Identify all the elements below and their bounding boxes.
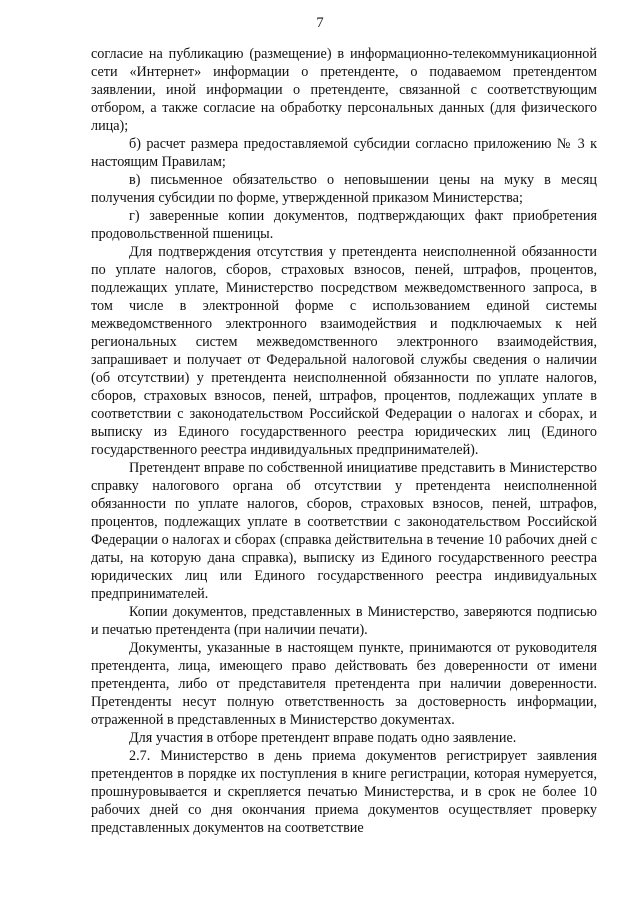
paragraph-copies-certified: Копии документов, представленных в Министерство, заверяются подписью и печатью претендента (при наличии печати). [91, 604, 597, 638]
paragraph-consent-continuation: согласие на публикацию (размещение) в информационно-телекоммуникационной сети «Интернет» информации о претенденте, о подаваемом претендентом заявлении, иной информации о претенденте, связанной с соответствующим отбором, а также согласие на обработку персональных данных (для физического лица); [91, 46, 597, 134]
paragraph-item-g: г) заверенные копии документов, подтверждающих факт приобретения продовольственной пшеницы. [91, 208, 597, 242]
paragraph-documents-accepted: Документы, указанные в настоящем пункте, принимаются от руководителя претендента, лица, имеющего право действовать без доверенности от имени претендента, либо от представителя претендента при наличии доверенности. Претенденты несут полную ответственность за достоверность информации, отраженной в представленных в Министерство документах. [91, 640, 597, 728]
paragraph-item-v: в) письменное обязательство о неповышении цены на муку в месяц получения субсидии по форме, утвержденной приказом Министерства; [91, 172, 597, 206]
paragraph-section-2-7: 2.7. Министерство в день приема документов регистрирует заявления претендентов в порядке их поступления в книге регистрации, которая нумеруется, прошнуровывается и скрепляется печатью Министерства, и в срок не более 10 рабочих дней со дня окончания приема документов осуществляет проверку представленных документов на соответствие [91, 748, 597, 836]
paragraph-one-application: Для участия в отборе претендент вправе подать одно заявление. [129, 730, 517, 746]
paragraph-own-initiative: Претендент вправе по собственной инициативе представить в Министерство справку налогового органа об отсутствии у претендента неисполненной обязанности по уплате налогов, сборов, страховых взносов, пеней, штрафов, процентов, подлежащих уплате в соответствии с законодательством Российской Федерации о налогах и сборах (справка действительна в течение 10 рабочих дней с даты, на которую дана справка), выписку из Единого государственного реестра юридических лиц или Единого государственного реестра индивидуальных предпринимателей. [91, 460, 597, 602]
paragraph-tax-confirmation: Для подтверждения отсутствия у претендента неисполненной обязанности по уплате налогов, сборов, страховых взносов, пеней, штрафов, процентов, подлежащих уплате, Министерство посредством межведомственного запроса, в том числе в электронной форме с использованием единой системы межведомственного электронного взаимодействия и подключаемых к ней региональных систем межведомственного электронного взаимодействия, запрашивает и получает от Федеральной налоговой службы сведения о наличии (об отсутствии) у претендента неисполненной обязанности по уплате налогов, сборов, страховых взносов, пеней, штрафов, процентов, подлежащих уплате в соответствии с законодательством Российской Федерации о налогах и сборах, и выписку из Единого государственного реестра юридических лиц (Единого государственного реестра индивидуальных предпринимателей). [91, 244, 597, 458]
document-body [91, 45, 597, 837]
page-number: 7 [316, 15, 324, 31]
paragraph-item-b: б) расчет размера предоставляемой субсидии согласно приложению № 3 к настоящим Правилам; [91, 136, 597, 170]
